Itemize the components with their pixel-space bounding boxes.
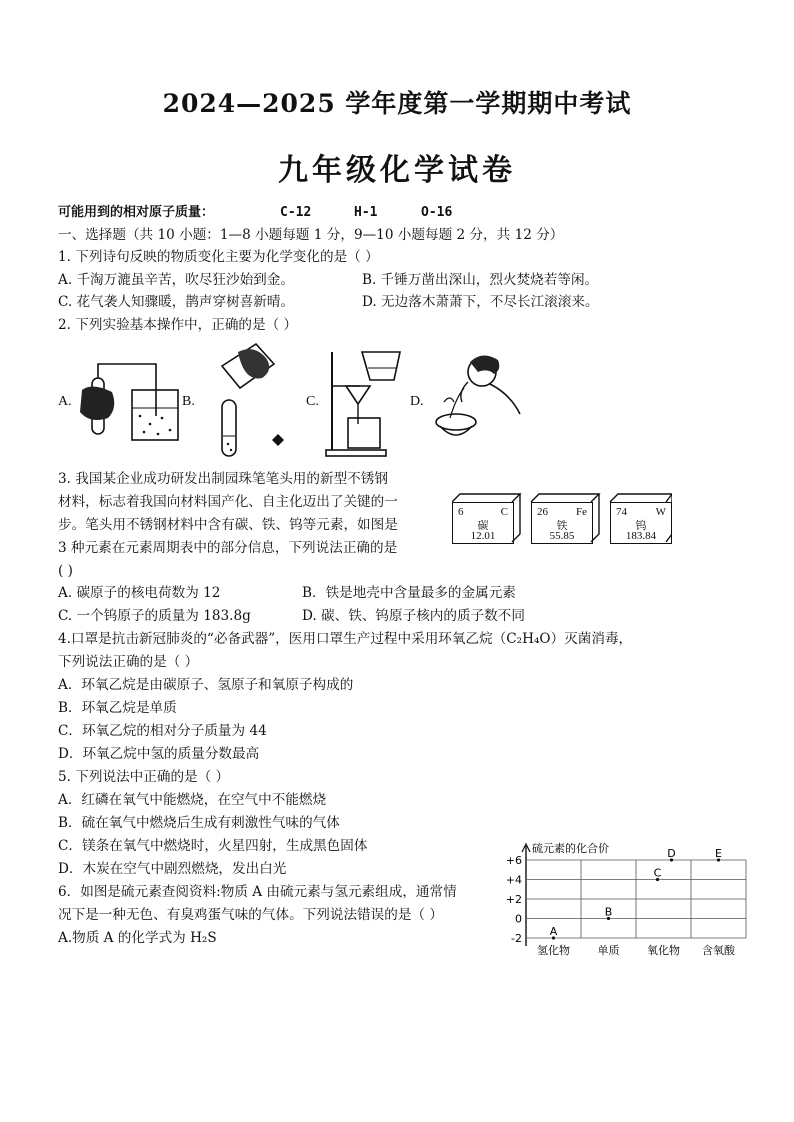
q4-option-b: B．环氧乙烷是单质 (58, 700, 177, 716)
q4-line-1: 4.口罩是抗击新冠肺炎的“必备武器”，医用口罩生产过程中采用环氧乙烷（C₂H₄O）灭菌消毒， (58, 631, 633, 647)
x-category-label: 单质 (597, 944, 620, 957)
element-name: 钨 (635, 520, 647, 532)
q3-line-3: 步。笔头用不锈钢材料中含有碳、铁、钨等元素，如图是 (58, 517, 398, 533)
q3-line-1: 3. 我国某企业成功研发出制园珠笔笔头用的新型不锈钢 (58, 471, 388, 487)
exam-title: 2024—2025 学年度第一学期期中考试 (162, 89, 632, 118)
q3-option-d: D. 碳、铁、钨原子核内的质子数不同 (302, 608, 525, 624)
q2-label-c: C. (306, 394, 319, 409)
q5-option-d: D．木炭在空气中剧烈燃烧，发出白光 (58, 861, 287, 877)
q2-label-d: D. (410, 394, 424, 409)
exam-subtitle: 九年级化学试卷 (278, 153, 516, 188)
element-symbol: C (500, 506, 508, 518)
q1-option-a: A. 千淘万漉虽辛苦，吹尽狂沙始到金。 (58, 272, 294, 288)
chart-point-label: C (653, 866, 662, 880)
y-tick-label: +4 (505, 873, 522, 887)
atomic-mass-row (58, 204, 453, 222)
q2-figure-b (198, 340, 298, 460)
q2-label-a: A. (58, 394, 72, 409)
q5-option-b: B．硫在氧气中燃烧后生成有刺激性气味的气体 (58, 815, 340, 831)
element-number: 74 (616, 506, 627, 518)
q5-option-a: A．红磷在氧气中能燃烧，在空气中不能燃烧 (58, 792, 327, 808)
q2-figure-c (318, 346, 414, 458)
q4-line-2: 下列说法正确的是（ ） (58, 654, 199, 670)
element-box-shading (452, 490, 672, 546)
y-tick-label: 0 (515, 912, 522, 926)
element-mass: 12.01 (470, 530, 496, 542)
q1-option-d: D. 无边落木萧萧下，不尽长江滚滚来。 (362, 294, 599, 310)
y-tick-label: +6 (505, 854, 522, 867)
chart-point-label: B (604, 905, 613, 919)
element-number: 26 (537, 506, 548, 518)
element-mass: 55.85 (549, 530, 575, 542)
chart-title: 硫元素的化合价 (532, 842, 609, 855)
q3-line-4: 3 种元素在元素周期表中的部分信息，下列说法正确的是 (58, 540, 398, 556)
q4-option-a: A．环氧乙烷是由碳原子、氢原子和氧原子构成的 (58, 677, 354, 693)
y-tick-label: -2 (511, 932, 522, 945)
chart-point-label: E (715, 847, 722, 860)
section-heading: 一、选择题（共 10 小题：1—8 小题每题 1 分，9—10 小题每题 2 分，共 12 分） (58, 227, 564, 243)
q4-option-c: C．环氧乙烷的相对分子质量为 44 (58, 723, 267, 739)
q1-stem: 1. 下列诗句反映的物质变化主要为化学变化的是（ ） (58, 249, 379, 265)
atomic-mass-o: O-16 (421, 205, 453, 220)
chart-point-label: D (667, 847, 676, 860)
q5-stem: 5. 下列说法中正确的是（ ） (58, 769, 230, 785)
q2-figure-a (74, 350, 186, 446)
q6-line-1: 6．如图是硫元素查阅资料:物质 A 由硫元素与氢元素组成，通常情 (58, 884, 457, 900)
q3-option-b: B．铁是地壳中含量最多的金属元素 (302, 585, 516, 601)
element-symbol: Fe (576, 506, 587, 518)
y-tick-label: +2 (505, 893, 522, 906)
q3-line-2: 材料，标志着我国向材料国产化、自主化迈出了关键的一 (58, 494, 398, 510)
element-name: 碳 (477, 520, 489, 532)
q6-option-a: A.物质 A 的化学式为 H₂S (58, 930, 217, 946)
chart-point-label: A (549, 925, 558, 938)
q4-option-d: D．环氧乙烷中氢的质量分数最高 (58, 746, 260, 762)
q2-label-b: B. (182, 394, 195, 409)
q5-option-c: C．镁条在氧气中燃烧时，火星四射，生成黑色固体 (58, 838, 368, 854)
x-category-label: 含氧酸 (702, 944, 735, 957)
atomic-mass-h: H-1 (354, 205, 378, 220)
q3-option-c: C. 一个钨原子的质量为 183.8g (58, 608, 251, 624)
element-number: 6 (458, 506, 464, 518)
q1-option-c: C. 花气袭人知骤暖，鹊声穿树喜新晴。 (58, 294, 295, 310)
element-symbol: W (655, 506, 666, 518)
atomic-mass-label: 可能用到的相对原子质量： (58, 205, 215, 220)
q2-figure-d (430, 352, 530, 452)
q3-option-a: A. 碳原子的核电荷数为 12 (58, 585, 221, 601)
q3-line-5: ( ) (58, 563, 73, 579)
q6-line-2: 况下是一种无色、有臭鸡蛋气味的气体。下列说法错误的是（ ） (58, 907, 443, 923)
atomic-mass-c: C-12 (280, 205, 312, 220)
q2-stem: 2. 下列实验基本操作中，正确的是（ ） (58, 317, 298, 333)
q1-option-b: B. 千锤万凿出深山，烈火焚烧若等闲。 (362, 272, 599, 288)
element-mass: 183.84 (625, 530, 657, 542)
x-category-label: 氧化物 (647, 944, 680, 957)
x-category-label: 氢化物 (537, 944, 570, 957)
element-name: 铁 (556, 520, 568, 532)
sulfur-valence-chart (496, 838, 758, 964)
